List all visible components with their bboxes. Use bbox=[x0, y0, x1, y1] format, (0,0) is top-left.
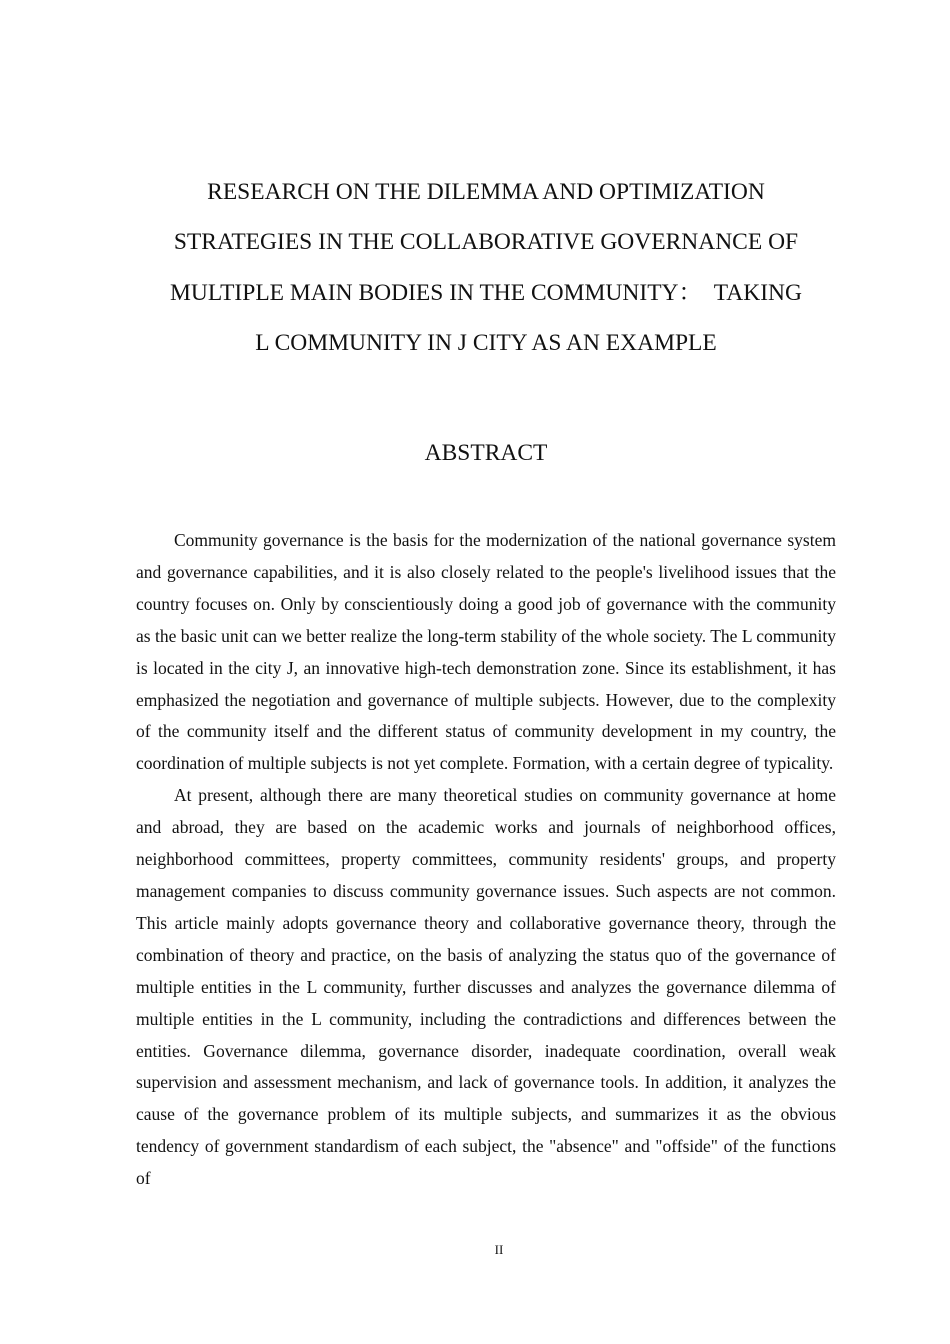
abstract-paragraph-2: At present, although there are many theoretical studies on community governance at home and abroad, they are based on the academic works and journals of neighborhood offices, neighborhood committees, property committees, community residents' groups, and property management companies to discuss community governance issues. Such aspects are not common. This article mainly adopts governance theory and collaborative governance theory, through the combination of theory and practice, on the basis of analyzing the status quo of the governance of multiple entities in the L community, further discusses and analyzes the governance dilemma of multiple entities in the L community, including the contradictions and differences between the entities. Governance dilemma, governance disorder, inadequate coordination, overall weak supervision and assessment mechanism, and lack of governance tools. In addition, it analyzes the cause of the governance problem of its multiple subjects, and summarizes it as the obvious tendency of government standardism of each subject, the "absence" and "offside" of the functions of bbox=[136, 785, 836, 1189]
title-line-4: L COMMUNITY IN J CITY AS AN EXAMPLE bbox=[255, 329, 717, 356]
title-line-3: MULTIPLE MAIN BODIES IN THE COMMUNITY： TAKING bbox=[170, 279, 802, 306]
abstract-paragraph-1: Community governance is the basis for the modernization of the national governance system and governance capabilities, and it is also closely related to the people's livelihood issues that the country focuses on. Only by conscientiously doing a good job of governance with the community as the basic unit can we better realize the long-term stability of the whole society. The L community is located in the city J, an innovative high-tech demonstration zone. Since its establishment, it has emphasized the negotiation and governance of multiple subjects. However, due to the complexity of the community itself and the different status of community development in my country, the coordination of multiple subjects is not yet complete. Formation, with a certain degree of typicality. bbox=[136, 530, 836, 774]
abstract-body bbox=[136, 525, 836, 1195]
title-line-2: STRATEGIES IN THE COLLABORATIVE GOVERNANCE OF bbox=[173, 229, 799, 256]
document-title bbox=[136, 167, 836, 368]
title-line-1: RESEARCH ON THE DILEMMA AND OPTIMIZATION bbox=[207, 179, 765, 205]
abstract-heading: ABSTRACT bbox=[424, 440, 548, 466]
page-number: II bbox=[494, 1242, 504, 1257]
